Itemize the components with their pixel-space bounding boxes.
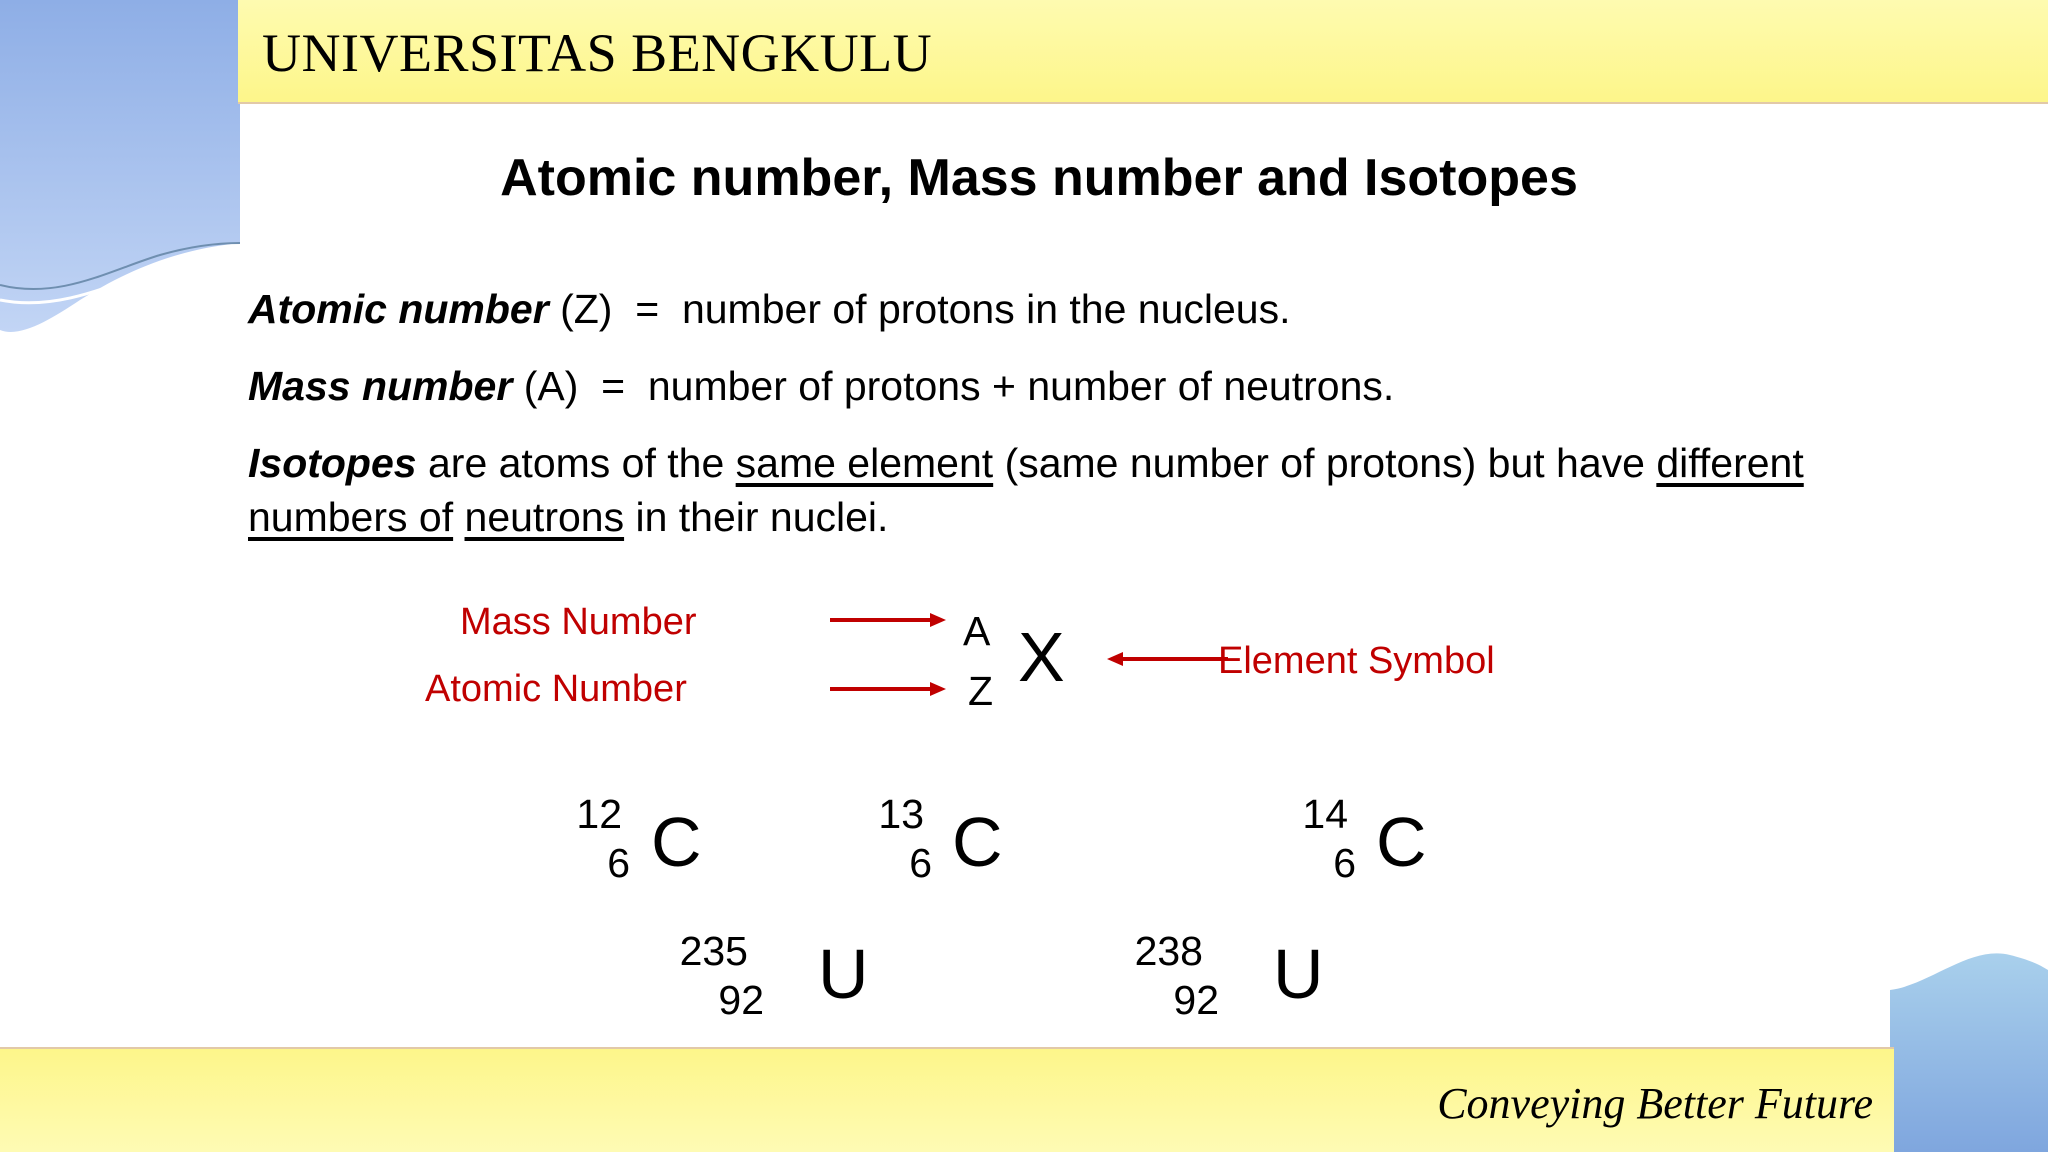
isotopes-text-2: (same number of protons) but have — [993, 440, 1657, 486]
c14-mass-number: 14 — [1302, 791, 1348, 837]
c14-symbol: C — [1376, 803, 1427, 881]
different-underlined: different — [1656, 440, 1804, 486]
atomic-number-definition — [248, 286, 1291, 333]
isotopes-term: Isotopes — [248, 440, 417, 486]
mass-number-text: (A) = number of protons + number of neutrons. — [512, 363, 1395, 409]
atomic-symbol-z: Z — [968, 668, 994, 714]
element-symbol-arrow — [1105, 649, 1230, 669]
footer-tagline: Conveying Better Future — [1437, 1079, 1873, 1128]
u238-atomic-number: 92 — [1173, 977, 1219, 1023]
u235-symbol: U — [818, 935, 869, 1013]
c13-mass-number: 13 — [878, 791, 924, 837]
isotopes-text-3: in their nuclei. — [624, 494, 889, 540]
c13-symbol: C — [952, 803, 1003, 881]
c12-atomic-number: 6 — [607, 840, 630, 886]
atomic-number-arrow — [828, 679, 948, 699]
u238-symbol: U — [1273, 935, 1324, 1013]
c13-atomic-number: 6 — [909, 840, 932, 886]
c12-symbol: C — [651, 803, 702, 881]
c12-mass-number: 12 — [576, 791, 622, 837]
atomic-number-term: Atomic number — [248, 286, 549, 332]
numbers-of-underlined: numbers of — [248, 494, 454, 540]
isotopes-definition-line2 — [248, 494, 888, 541]
mass-number-arrow — [828, 610, 948, 630]
element-symbol-label: Element Symbol — [1218, 640, 1495, 682]
neutrons-underlined: neutrons — [464, 494, 625, 540]
mass-number-definition — [248, 363, 1394, 410]
mass-number-label: Mass Number — [460, 601, 697, 643]
same-element-underlined: same element — [735, 440, 994, 486]
u238-mass-number: 238 — [1134, 928, 1203, 974]
element-symbol-x: X — [1018, 618, 1065, 696]
slide-title: Atomic number, Mass number and Isotopes — [500, 149, 1578, 207]
university-title: UNIVERSITAS BENGKULU — [262, 23, 933, 83]
isotopes-space — [453, 494, 464, 540]
isotopes-text-1: are atoms of the — [416, 440, 736, 486]
mass-symbol-a: A — [963, 608, 991, 654]
isotopes-definition-line1 — [248, 440, 1804, 487]
c14-atomic-number: 6 — [1333, 840, 1356, 886]
u235-atomic-number: 92 — [718, 977, 764, 1023]
mass-number-term: Mass number — [248, 363, 513, 409]
atomic-number-text: (Z) = number of protons in the nucleus. — [548, 286, 1291, 332]
atomic-number-label: Atomic Number — [425, 668, 687, 710]
corner-wave-decoration-bottom — [1890, 945, 2048, 1152]
u235-mass-number: 235 — [679, 928, 748, 974]
